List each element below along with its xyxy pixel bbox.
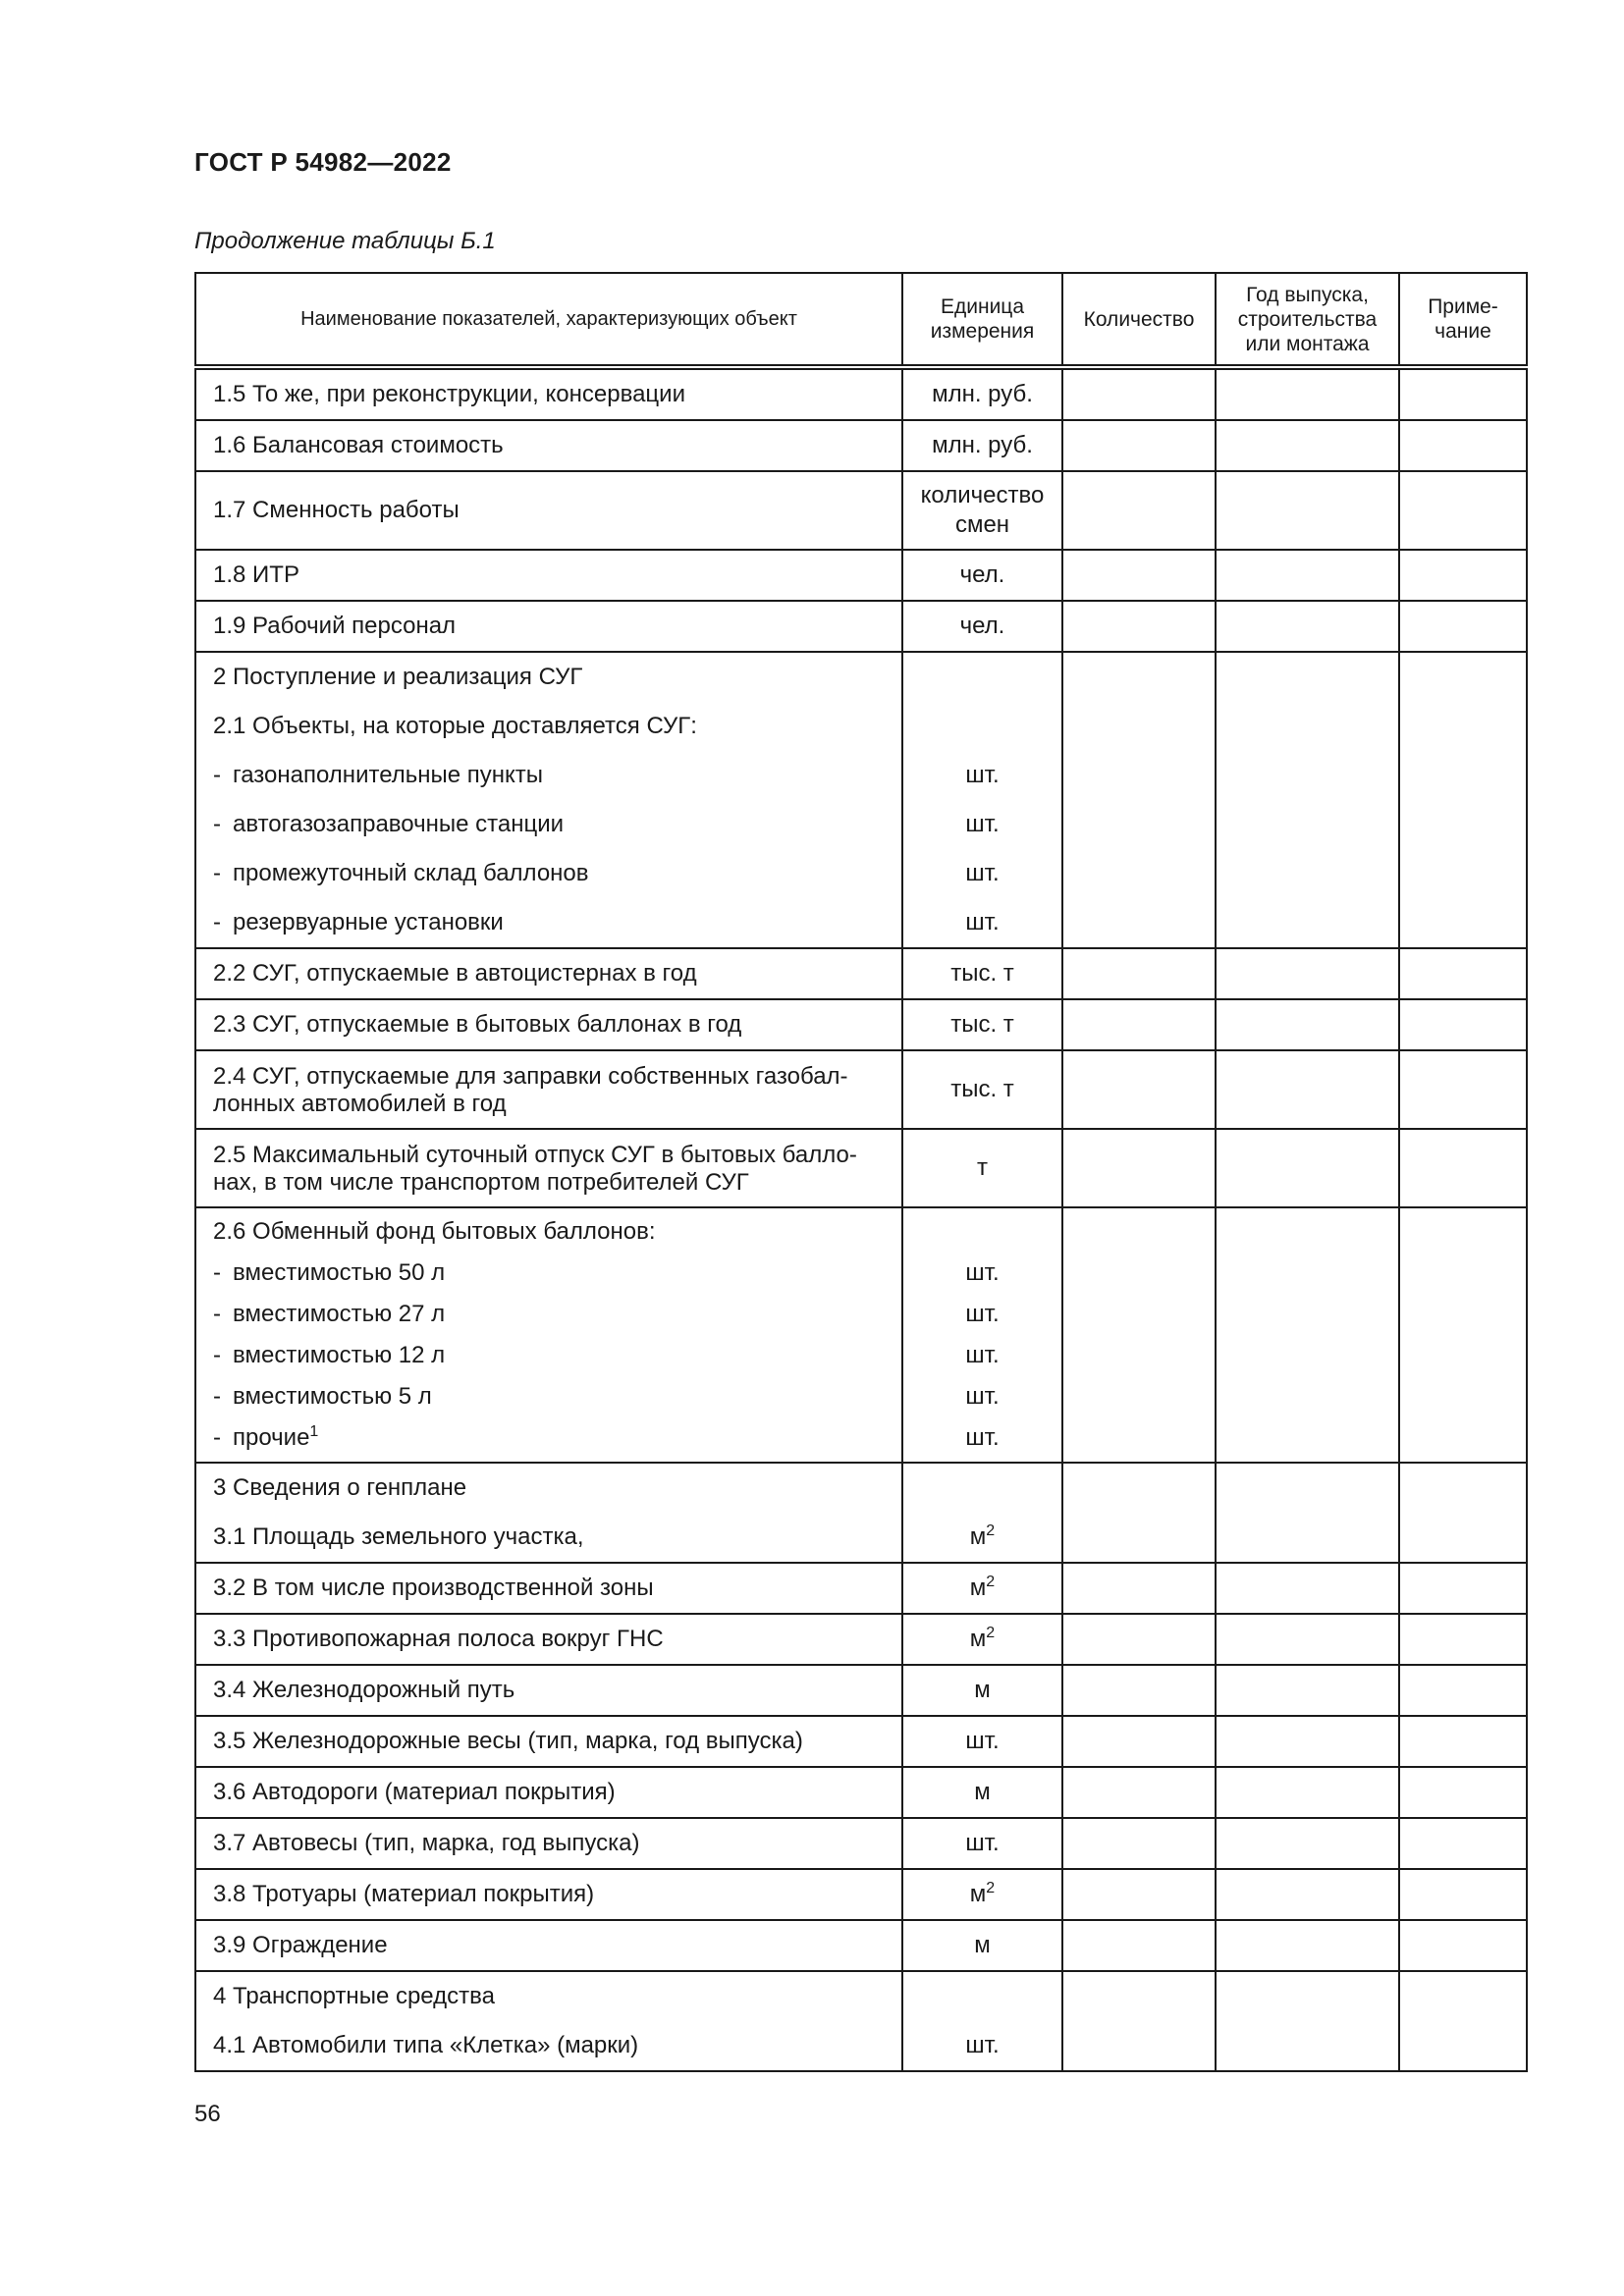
- row-unit: тыс. т: [950, 1011, 1014, 1038]
- table-row: [195, 1665, 1527, 1716]
- year-cell: [1216, 550, 1399, 601]
- row-unit: $м^2$: [969, 1880, 996, 1907]
- row-unit-cell: [902, 1050, 1062, 1129]
- row-unit: шт.: [965, 909, 1000, 935]
- quantity-cell: [1062, 948, 1216, 999]
- page-number: 56: [194, 2101, 221, 2127]
- row-name: 3.9 Ограждение: [213, 1932, 388, 1958]
- table-row: [195, 471, 1527, 550]
- row-unit: шт.: [965, 1383, 1000, 1410]
- table-row: [195, 1716, 1527, 1767]
- row-unit: тыс. т: [950, 960, 1014, 987]
- row-unit: м: [974, 1932, 991, 1958]
- group-title: 2 Поступление и реализация СУГ: [213, 664, 583, 690]
- row-name: 3.4 Железнодорожный путь: [213, 1677, 515, 1703]
- row-name-cell: [195, 420, 902, 471]
- row-name-cell: [195, 1050, 902, 1129]
- row-unit-cell: [902, 948, 1062, 999]
- row-unit-cell: [902, 1563, 1062, 1614]
- row-unit-cell: [902, 367, 1062, 420]
- footnote-marker: 1: [309, 1423, 319, 1440]
- quantity-cell: [1062, 1050, 1216, 1129]
- table-caption: Продолжение таблицы Б.1: [194, 228, 496, 254]
- quantity-cell: [1062, 1665, 1216, 1716]
- table-row: [195, 420, 1527, 471]
- quantity-cell: [1062, 1614, 1216, 1665]
- row-name: 3.5 Железнодорожные весы (тип, марка, год выпуска): [213, 1728, 803, 1754]
- row-unit: тыс. т: [950, 1076, 1014, 1102]
- year-cell: [1216, 1665, 1399, 1716]
- table-row: [195, 999, 1527, 1050]
- row-unit: т: [977, 1154, 988, 1181]
- row-name: 2.4 СУГ, отпускаемые для заправки собственных газобал- лонных автомобилей в год: [213, 1063, 848, 1117]
- quantity-cell: [1062, 1563, 1216, 1614]
- list-item: - вместимостью 50 л: [213, 1259, 446, 1286]
- table-row: [195, 948, 1527, 999]
- list-item: - автогазозаправочные станции: [213, 811, 565, 837]
- group-subtitle: 2.1 Объекты, на которые доставляется СУГ:: [213, 713, 697, 739]
- document-header: ГОСТ Р 54982—2022: [194, 147, 452, 177]
- quantity-cell: [1062, 550, 1216, 601]
- row-unit: $м^2$: [969, 1574, 996, 1601]
- row-unit: $м^2$: [969, 1625, 996, 1652]
- year-cell: [1216, 1971, 1399, 2071]
- list-item: - вместимостью 12 л: [213, 1342, 446, 1368]
- table-row-group-4: [195, 1971, 1527, 2071]
- quantity-cell: [1062, 1207, 1216, 1463]
- note-cell: [1399, 1129, 1527, 1207]
- table-row: [195, 367, 1527, 420]
- year-cell: [1216, 420, 1399, 471]
- row-unit-cell: [902, 1665, 1062, 1716]
- row-unit-cell: [902, 1207, 1062, 1463]
- note-cell: [1399, 948, 1527, 999]
- note-cell: [1399, 999, 1527, 1050]
- row-unit-cell: [902, 471, 1062, 550]
- row-unit-cell: [902, 420, 1062, 471]
- year-cell: [1216, 652, 1399, 948]
- quantity-cell: [1062, 367, 1216, 420]
- row-unit: шт.: [965, 1342, 1000, 1368]
- group-title: 2.6 Обменный фонд бытовых баллонов:: [213, 1218, 656, 1245]
- row-unit-cell: [902, 1129, 1062, 1207]
- year-cell: [1216, 1050, 1399, 1129]
- row-name-cell: [195, 1716, 902, 1767]
- row-name-cell: [195, 601, 902, 652]
- row-unit-line1: количество: [920, 482, 1045, 508]
- row-name: 3.7 Автовесы (тип, марка, год выпуска): [213, 1830, 640, 1856]
- quantity-cell: [1062, 601, 1216, 652]
- row-name: 1.6 Балансовая стоимость: [213, 432, 504, 458]
- table-row: [195, 1818, 1527, 1869]
- row-name-cell: [195, 1614, 902, 1665]
- row-unit: шт.: [965, 1424, 1000, 1451]
- row-name-cell: [195, 1207, 902, 1463]
- note-cell: [1399, 1767, 1527, 1818]
- row-unit: шт.: [965, 762, 1000, 788]
- row-name: 1.5 То же, при реконструкции, консервации: [213, 381, 685, 407]
- note-cell: [1399, 420, 1527, 471]
- row-name: 2.3 СУГ, отпускаемые в бытовых баллонах в год: [213, 1011, 742, 1038]
- row-name-cell: [195, 1563, 902, 1614]
- header-unit: Единица измерения: [902, 273, 1062, 367]
- row-unit-cell: [902, 601, 1062, 652]
- year-cell: [1216, 1614, 1399, 1665]
- row-name-cell: [195, 367, 902, 420]
- table-header-row: [195, 273, 1527, 367]
- row-name-cell: [195, 1463, 902, 1563]
- table-row-group-2-6: [195, 1207, 1527, 1463]
- year-cell: [1216, 471, 1399, 550]
- note-cell: [1399, 1614, 1527, 1665]
- quantity-cell: [1062, 999, 1216, 1050]
- year-cell: [1216, 1920, 1399, 1971]
- year-cell: [1216, 1563, 1399, 1614]
- row-unit: млн. руб.: [932, 381, 1033, 407]
- list-item: - промежуточный склад баллонов: [213, 860, 589, 886]
- row-name-cell: [195, 471, 902, 550]
- row-unit: шт.: [965, 811, 1000, 837]
- row-name-cell: [195, 948, 902, 999]
- row-unit: м: [974, 1677, 991, 1703]
- row-unit-cell: [902, 1818, 1062, 1869]
- year-cell: [1216, 601, 1399, 652]
- note-cell: [1399, 1716, 1527, 1767]
- header-note: Приме-чание: [1399, 273, 1527, 367]
- quantity-cell: [1062, 1129, 1216, 1207]
- row-unit: шт.: [965, 2032, 1000, 2058]
- quantity-cell: [1062, 420, 1216, 471]
- group-title: 3 Сведения о генплане: [213, 1474, 467, 1501]
- table-row: [195, 1129, 1527, 1207]
- year-cell: [1216, 1869, 1399, 1920]
- row-unit-cell: [902, 652, 1062, 948]
- row-unit-cell: [902, 999, 1062, 1050]
- note-cell: [1399, 1463, 1527, 1563]
- table-row: [195, 601, 1527, 652]
- table-row: [195, 1920, 1527, 1971]
- row-name: 1.7 Сменность работы: [213, 497, 460, 523]
- note-cell: [1399, 652, 1527, 948]
- year-cell: [1216, 1207, 1399, 1463]
- quantity-cell: [1062, 1971, 1216, 2071]
- note-cell: [1399, 471, 1527, 550]
- year-cell: [1216, 999, 1399, 1050]
- quantity-cell: [1062, 471, 1216, 550]
- row-name: 1.9 Рабочий персонал: [213, 613, 457, 639]
- row-name: 1.8 ИТР: [213, 561, 299, 588]
- row-unit-cell: [902, 1716, 1062, 1767]
- indicators-table: [194, 272, 1528, 2072]
- row-name: 3.8 Тротуары (материал покрытия): [213, 1881, 595, 1907]
- note-cell: [1399, 1818, 1527, 1869]
- list-item: - прочие$^1$: [213, 1423, 319, 1451]
- year-cell: [1216, 1463, 1399, 1563]
- row-name: 3.2 В том числе производственной зоны: [213, 1575, 654, 1601]
- row-name-cell: [195, 1869, 902, 1920]
- note-cell: [1399, 550, 1527, 601]
- group-subtitle: 4.1 Автомобили типа «Клетка» (марки): [213, 2032, 639, 2058]
- note-cell: [1399, 1050, 1527, 1129]
- row-unit: шт.: [965, 1259, 1000, 1286]
- row-unit-line2: смен: [954, 511, 1010, 538]
- row-name-cell: [195, 1920, 902, 1971]
- row-name-cell: [195, 1971, 902, 2071]
- row-unit-cell: [902, 1767, 1062, 1818]
- year-cell: [1216, 367, 1399, 420]
- quantity-cell: [1062, 1716, 1216, 1767]
- list-item: - резервуарные установки: [213, 909, 504, 935]
- row-name-cell: [195, 1818, 902, 1869]
- row-name-cell: [195, 1665, 902, 1716]
- table-row: [195, 1869, 1527, 1920]
- quantity-cell: [1062, 1920, 1216, 1971]
- note-cell: [1399, 1665, 1527, 1716]
- table-row: [195, 1614, 1527, 1665]
- quantity-cell: [1062, 1767, 1216, 1818]
- row-name: 2.2 СУГ, отпускаемые в автоцистернах в год: [213, 960, 697, 987]
- note-cell: [1399, 367, 1527, 420]
- quantity-cell: [1062, 1869, 1216, 1920]
- row-unit-cell: [902, 1920, 1062, 1971]
- row-name: 3.6 Автодороги (материал покрытия): [213, 1779, 616, 1805]
- table-row-group-2: [195, 652, 1527, 948]
- row-name-cell: [195, 1129, 902, 1207]
- note-cell: [1399, 1920, 1527, 1971]
- row-unit: чел.: [959, 561, 1005, 588]
- row-unit: шт.: [965, 1301, 1000, 1327]
- list-item: - вместимостью 5 л: [213, 1383, 432, 1410]
- row-unit-cell: [902, 1971, 1062, 2071]
- note-cell: [1399, 1971, 1527, 2071]
- row-name-cell: [195, 652, 902, 948]
- header-quantity: Количество: [1062, 273, 1216, 367]
- row-unit-cell: [902, 550, 1062, 601]
- year-cell: [1216, 1129, 1399, 1207]
- row-unit: млн. руб.: [932, 432, 1033, 458]
- year-cell: [1216, 1767, 1399, 1818]
- row-name-cell: [195, 999, 902, 1050]
- row-unit: м: [974, 1779, 991, 1805]
- quantity-cell: [1062, 1818, 1216, 1869]
- header-year: Год выпуска, строительства или монтажа: [1216, 273, 1399, 367]
- table-row: [195, 550, 1527, 601]
- year-cell: [1216, 1716, 1399, 1767]
- row-unit-cell: [902, 1463, 1062, 1563]
- row-unit: шт.: [965, 1728, 1000, 1754]
- note-cell: [1399, 1207, 1527, 1463]
- note-cell: [1399, 601, 1527, 652]
- year-cell: [1216, 948, 1399, 999]
- table-row: [195, 1050, 1527, 1129]
- row-name: 3.3 Противопожарная полоса вокруг ГНС: [213, 1626, 664, 1652]
- row-name: 2.5 Максимальный суточный отпуск СУГ в бытовых балло- нах, в том числе транспортом потребителей СУГ: [213, 1142, 857, 1196]
- group-subtitle: 3.1 Площадь земельного участка,: [213, 1523, 584, 1550]
- year-cell: [1216, 1818, 1399, 1869]
- row-name-cell: [195, 1767, 902, 1818]
- note-cell: [1399, 1869, 1527, 1920]
- list-item: - вместимостью 27 л: [213, 1301, 446, 1327]
- table-row: [195, 1563, 1527, 1614]
- quantity-cell: [1062, 652, 1216, 948]
- row-unit: шт.: [965, 1830, 1000, 1856]
- row-unit: чел.: [959, 613, 1005, 639]
- header-name: Наименование показателей, характеризующих объект: [195, 273, 902, 367]
- table-row: [195, 1767, 1527, 1818]
- note-cell: [1399, 1563, 1527, 1614]
- row-unit: шт.: [965, 860, 1000, 886]
- group-title: 4 Транспортные средства: [213, 1983, 495, 2009]
- list-item: - газонаполнительные пункты: [213, 762, 544, 788]
- quantity-cell: [1062, 1463, 1216, 1563]
- row-unit-cell: [902, 1869, 1062, 1920]
- table-row-group-3: [195, 1463, 1527, 1563]
- row-unit-cell: [902, 1614, 1062, 1665]
- row-name-cell: [195, 550, 902, 601]
- row-unit: $м^2$: [969, 1522, 996, 1550]
